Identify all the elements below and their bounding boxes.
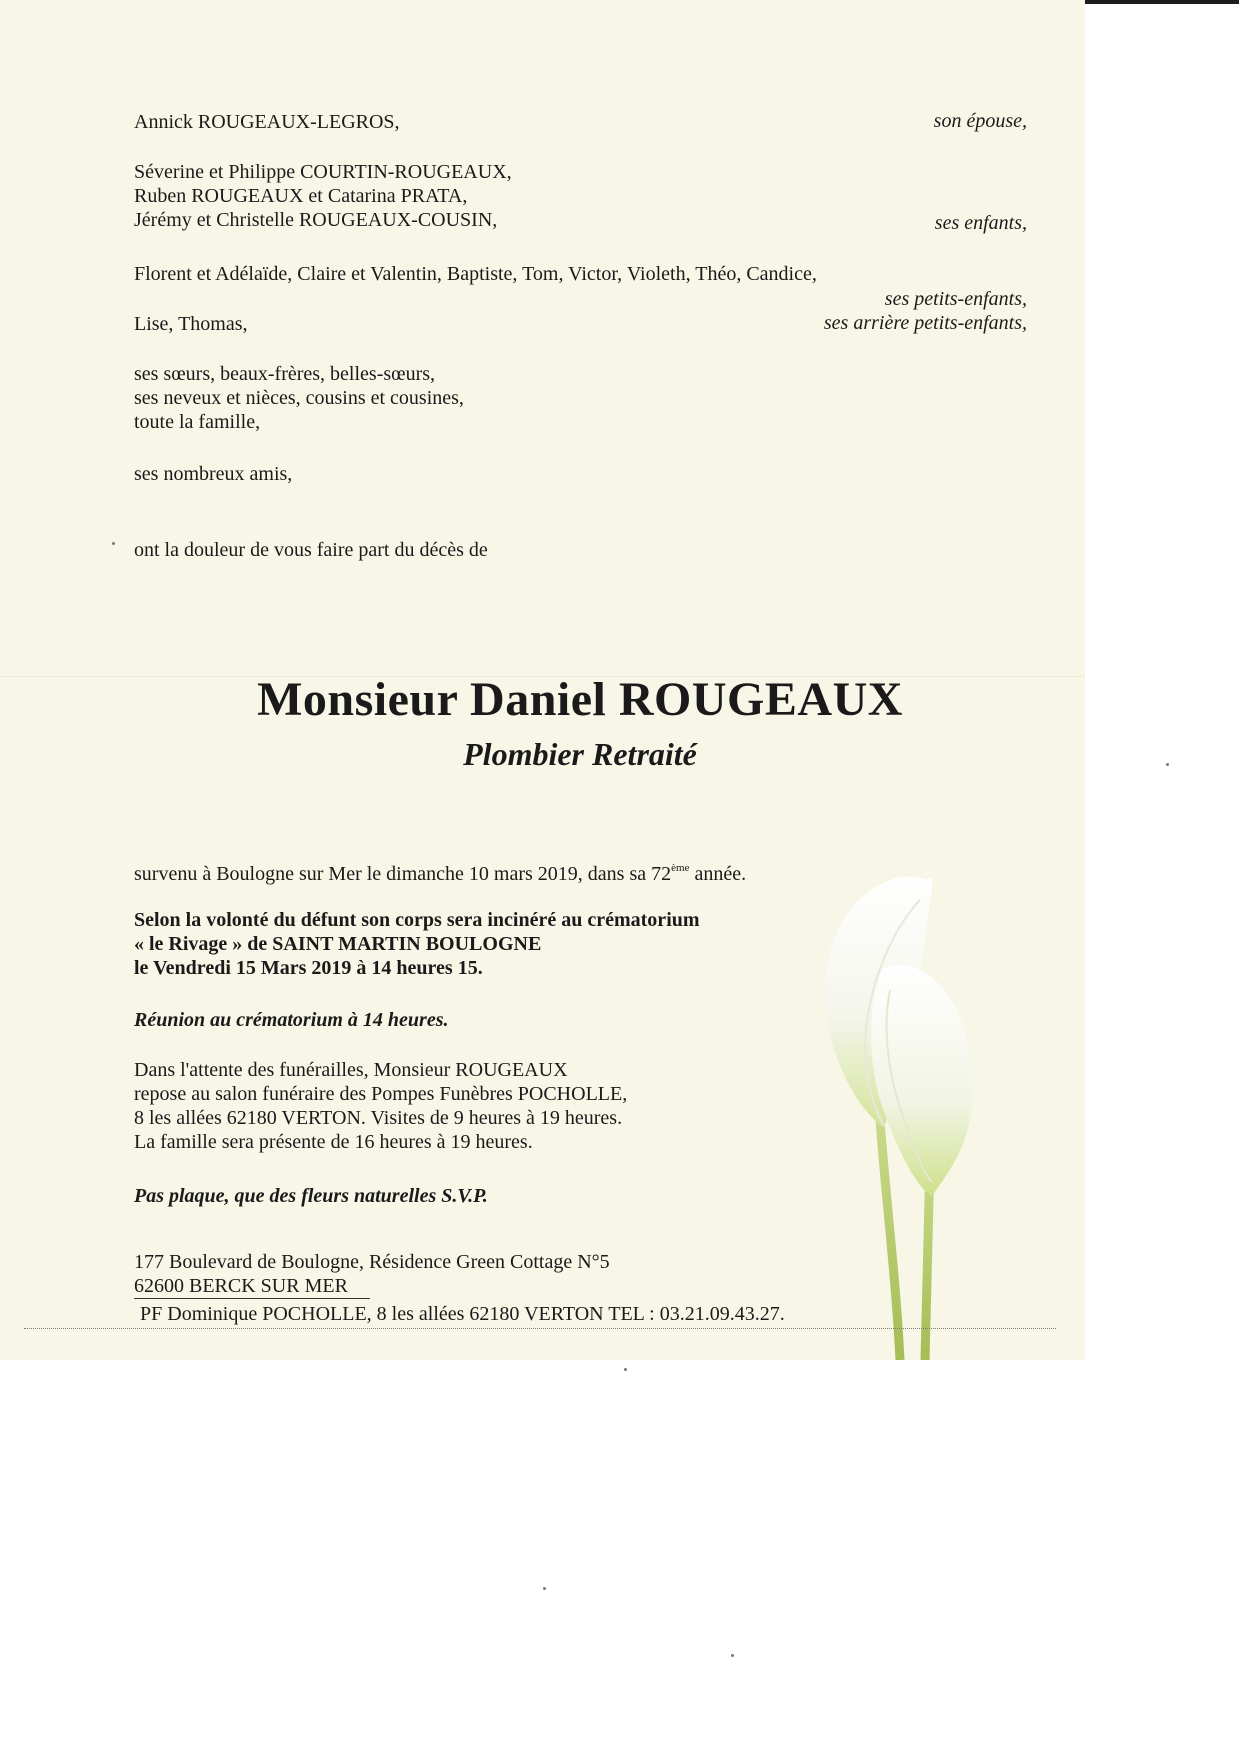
ceremony-line-3: le Vendredi 15 Mars 2019 à 14 heures 15.	[134, 957, 483, 979]
children-names	[134, 160, 512, 232]
scan-speck	[624, 1368, 627, 1371]
child-couple-2: Ruben ROUGEAUX et Catarina PRATA,	[134, 185, 468, 207]
funeral-home-text: PF Dominique POCHOLLE, 8 les allées 62180 VERTON TEL : 03.21.09.43.27.	[140, 1303, 785, 1325]
deceased-profession: Plombier Retraité	[463, 736, 697, 772]
visitation-line-3: 8 les allées 62180 VERTON. Visites de 9 heures à 19 heures.	[134, 1107, 623, 1129]
scan-speck	[731, 1654, 734, 1657]
children-role: ses enfants,	[934, 212, 1027, 234]
great-grandchildren-role: ses arrière petits-enfants,	[823, 312, 1027, 334]
scan-speck	[543, 1587, 546, 1590]
deceased-name: Monsieur Daniel ROUGEAUX	[257, 673, 903, 726]
death-notice	[134, 856, 746, 886]
visitation-details	[134, 1058, 627, 1154]
meeting-text: Réunion au crématorium à 14 heures.	[134, 1009, 449, 1031]
friends	[134, 462, 292, 486]
funeral-home	[140, 1302, 785, 1326]
wife-role: son épouse,	[933, 110, 1027, 132]
death-notice-end: année.	[689, 863, 747, 885]
meeting-note	[134, 1008, 449, 1032]
flowers-note-text: Pas plaque, que des fleurs naturelles S.V.P.	[134, 1185, 488, 1207]
ceremony-details	[134, 908, 700, 980]
announcement-line	[134, 538, 488, 562]
visitation-line-1: Dans l'attente des funérailles, Monsieur ROUGEAUX	[134, 1059, 568, 1081]
address-line-1: 177 Boulevard de Boulogne, Résidence Green Cottage N°5	[134, 1251, 610, 1273]
top-edge-rule	[1085, 0, 1239, 4]
grandchildren-role: ses petits-enfants,	[884, 288, 1027, 310]
address-underline	[134, 1298, 370, 1299]
death-notice-text: survenu à Boulogne sur Mer le dimanche 10 mars 2019, dans sa 72	[134, 863, 672, 885]
relatives-line-1: ses sœurs, beaux-frères, belles-sœurs,	[134, 363, 436, 385]
grandchildren-list: Florent et Adélaïde, Claire et Valentin, Baptiste, Tom, Victor, Violeth, Théo, Candice,	[134, 263, 817, 285]
great-grandchildren-names	[134, 312, 248, 336]
calla-lily-image	[800, 860, 1085, 1360]
ceremony-line-1: Selon la volonté du défunt son corps sera incinéré au crématorium	[134, 909, 700, 931]
flowers-note	[134, 1184, 488, 1208]
wife-names	[134, 110, 400, 134]
family-address	[134, 1250, 610, 1298]
address-line-2: 62600 BERCK SUR MER	[134, 1275, 348, 1297]
scan-speck	[112, 542, 115, 545]
ceremony-line-2: « le Rivage » de SAINT MARTIN BOULOGNE	[134, 933, 542, 955]
relatives-line-2: ses neveux et nièces, cousins et cousines,	[134, 387, 464, 409]
relatives-line-3: toute la famille,	[134, 411, 261, 433]
child-couple-1: Séverine et Philippe COURTIN-ROUGEAUX,	[134, 161, 512, 183]
scan-speck	[1166, 763, 1169, 766]
footer-rule	[24, 1328, 1056, 1329]
wife-name: Annick ROUGEAUX-LEGROS,	[134, 111, 400, 133]
announcement-text: ont la douleur de vous faire part du décès de	[134, 539, 488, 561]
visitation-line-4: La famille sera présente de 16 heures à 19 heures.	[134, 1131, 533, 1153]
great-grandchildren-list: Lise, Thomas,	[134, 313, 248, 335]
grandchildren-names	[134, 262, 817, 286]
relatives	[134, 362, 464, 434]
death-notice-line	[134, 856, 746, 886]
child-couple-3: Jérémy et Christelle ROUGEAUX-COUSIN,	[134, 209, 498, 231]
friends-line: ses nombreux amis,	[134, 463, 293, 485]
visitation-line-2: repose au salon funéraire des Pompes Funèbres POCHOLLE,	[134, 1083, 628, 1105]
death-notice-superscript: ème	[671, 862, 690, 874]
